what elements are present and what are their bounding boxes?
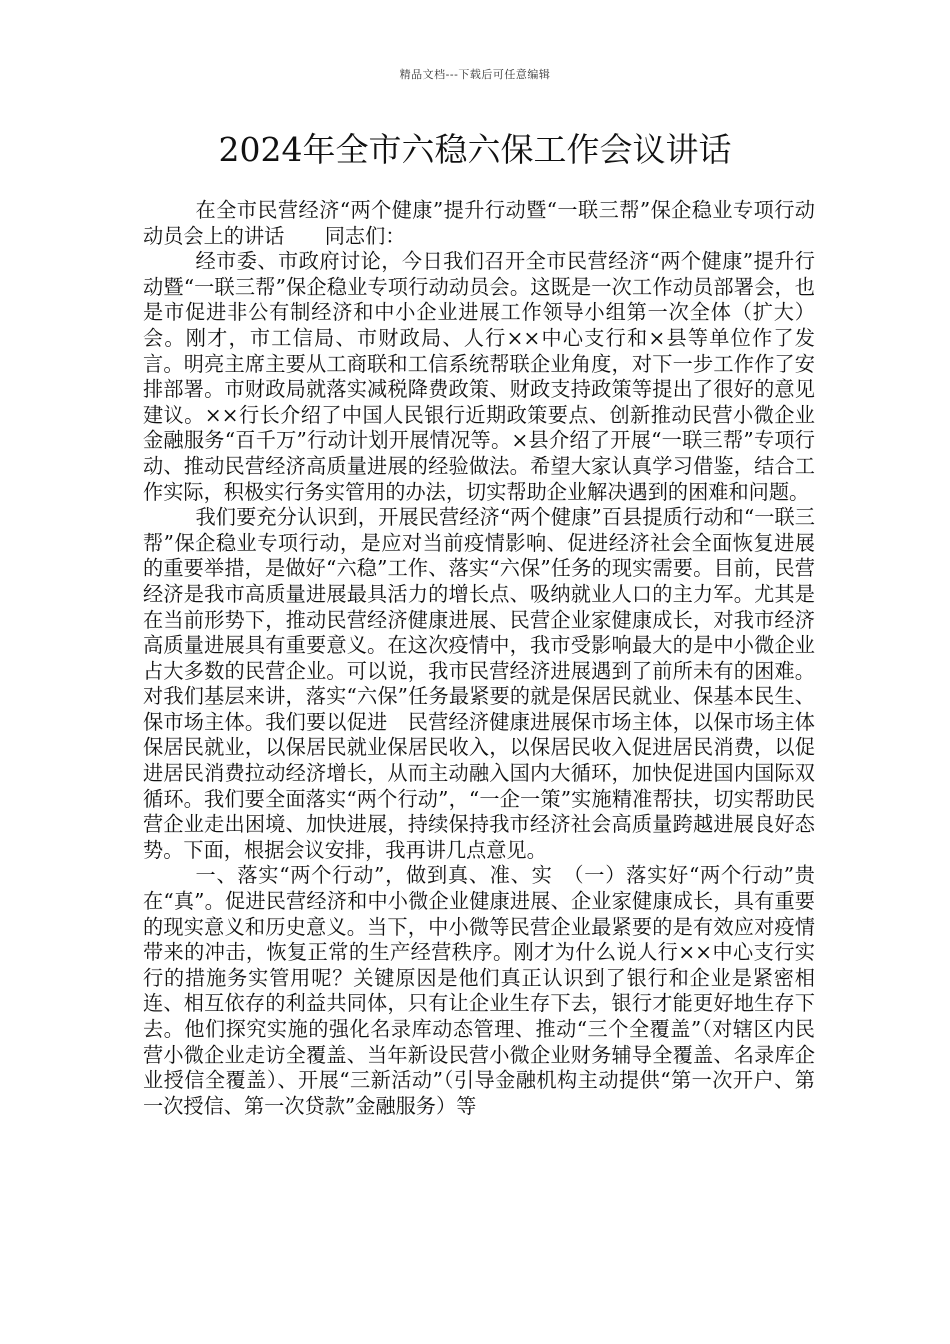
header-note: 精品文档---下载后可任意编辑 — [399, 68, 551, 81]
paragraph: 在全市民营经济“两个健康”提升行动暨“一联三帮”保企稳业专项行动动员会上的讲话 同志们： — [143, 198, 815, 248]
paragraph: 经市委、市政府讨论，今日我们召开全市民营经济“两个健康”提升行动暨“一联三帮”保企稳业专项行动动员会。这既是一次工作动员部署会，也是市促进非公有制经济和中小企业进展工作领导小组第一次全体（扩大）会。刚才，市工信局、市财政局、人行××中心支行和×县等单位作了发言。明亮主席主要从工商联和工信系统帮联企业角度，对下一步工作作了安排部署。市财政局就落实减税降费政策、财政支持政策等提出了很好的意见建议。××行长介绍了中国人民银行近期政策要点、创新推动民营小微企业金融服务“百千万”行动计划开展情况等。×县介绍了开展“一联三帮”专项行动、推动民营经济高质量进展的经验做法。希望大家认真学习借鉴，结合工作实际，积极实行务实管用的办法，切实帮助企业解决遇到的困难和问题。 — [143, 249, 815, 504]
document-body — [143, 198, 815, 1119]
paragraph: 我们要充分认识到，开展民营经济“两个健康”百县提质行动和“一联三帮”保企稳业专项行动，是应对当前疫情影响、促进经济社会全面恢复进展的重要举措，是做好“六稳”工作、落实“六保”任务的现实需要。目前，民营经济是我市高质量进展最具活力的增长点、吸纳就业人口的主力军。尤其是在当前形势下，推动民营经济健康进展、民营企业家健康成长，对我市经济高质量进展具有重要意义。在这次疫情中，我市受影响最大的是中小微企业占大多数的民营企业。可以说，我市民营经济进展遇到了前所未有的困难。对我们基层来讲，落实“六保”任务最紧要的就是保居民就业、保基本民生、保市场主体。我们要以促进 民营经济健康进展保市场主体，以保市场主体保居民就业，以保居民就业保居民收入，以保居民收入促进居民消费，以促进居民消费拉动经济增长，从而主动融入国内大循环，加快促进国内国际双循环。我们要全面落实“两个行动”，“一企一策”实施精准帮扶，切实帮助民营企业走出困境、加快进展，持续保持我市经济社会高质量跨越进展良好态势。下面，根据会议安排，我再讲几点意见。 — [143, 505, 815, 862]
paragraph: 一、落实“两个行动”，做到真、准、实 （一）落实好“两个行动”贵在“真”。促进民营经济和中小微企业健康进展、企业家健康成长，具有重要的现实意义和历史意义。当下，中小微等民营企业最紧要的是有效应对疫情带来的冲击，恢复正常的生产经营秩序。刚才为什么说人行××中心支行实行的措施务实管用呢？关键原因是他们真正认识到了银行和企业是紧密相连、相互依存的利益共同体，只有让企业生存下去，银行才能更好地生存下去。他们探究实施的强化名录库动态管理、推动“三个全覆盖”（对辖区内民营小微企业走访全覆盖、当年新设民营小微企业财务辅导全覆盖、名录库企业授信全覆盖）、开展“三新活动”（引导金融机构主动提供“第一次开户、第一次授信、第一次贷款”金融服务）等 — [143, 863, 815, 1118]
document-title: 2024年全市六稳六保工作会议讲话 — [218, 130, 732, 169]
